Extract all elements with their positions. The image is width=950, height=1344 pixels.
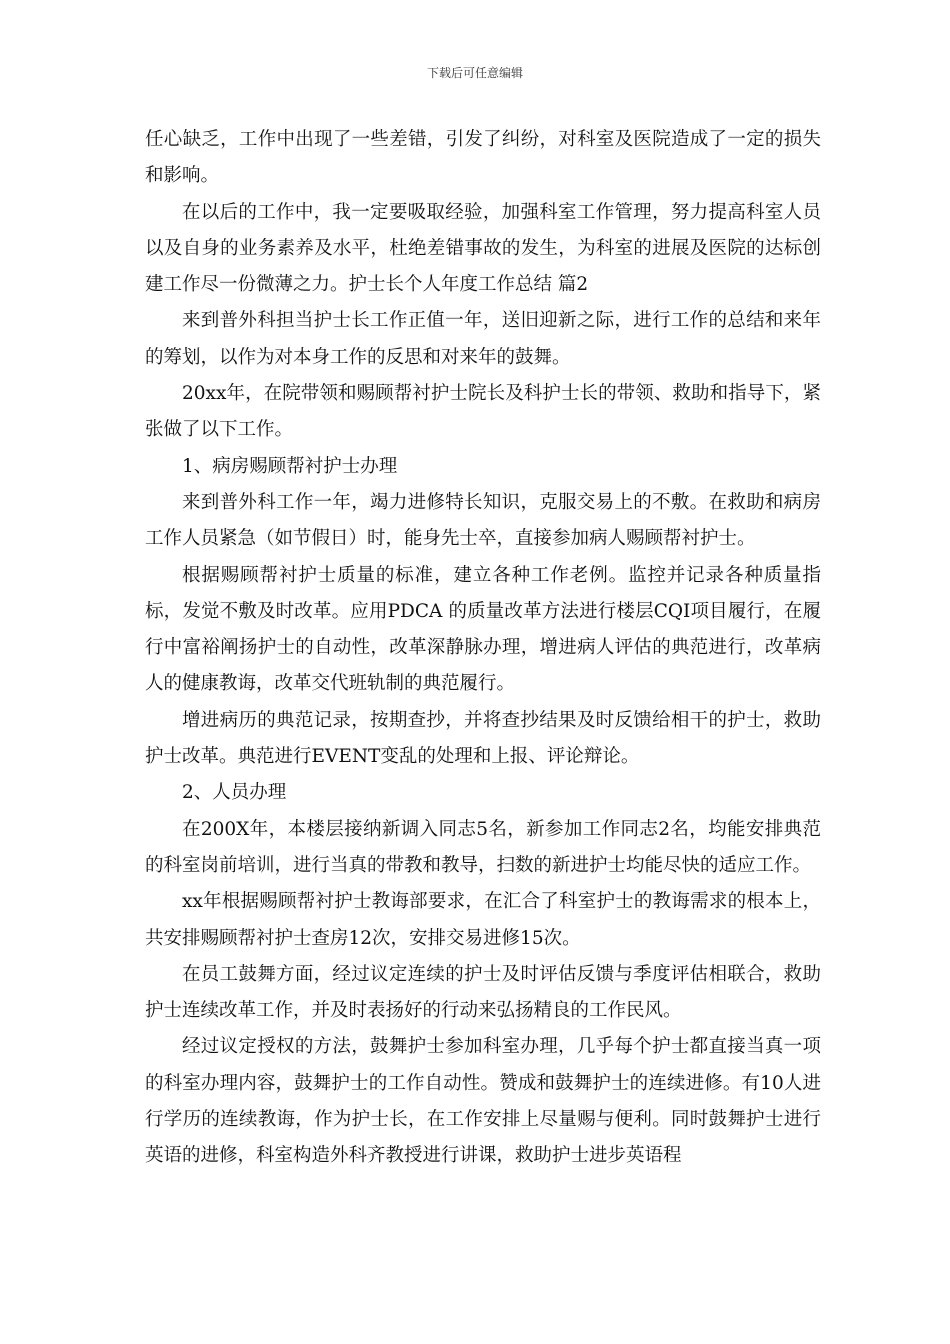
paragraph: 任心缺乏，工作中出现了一些差错，引发了纠纷，对科室及医院造成了一定的损失和影响。 <box>145 129 821 187</box>
paragraph: 在员工鼓舞方面，经过议定连续的护士及时评估反馈与季度评估相联合，救助护士连续改革工作，并及时表扬好的行动来弘扬精良的工作民风。 <box>145 963 821 1022</box>
paragraph: 来到普外科工作一年，竭力进修特长知识，克服交易上的不敷。在救助和病房工作人员紧急（如节假日）时，能身先士卒，直接参加病人赐顾帮衬护士。 <box>145 491 821 550</box>
paragraph: 20xx年，在院带领和赐顾帮衬护士院长及科护士长的带领、救助和指导下，紧张做了以下工作。 <box>145 383 821 441</box>
document-body <box>145 122 821 1175</box>
section-heading: 2、人员办理 <box>182 782 287 804</box>
section-heading: 1、病房赐顾帮衬护士办理 <box>182 455 398 477</box>
paragraph: 在200X年，本楼层接纳新调入同志5名，新参加工作同志2名，均能安排典范的科室岗前培训，进行当真的带教和教导，扫数的新进护士均能尽快的适应工作。 <box>145 818 821 876</box>
page-header-note: 下载后可任意编辑 <box>426 66 523 80</box>
paragraph: xx年根据赐顾帮衬护士教诲部要求，在汇合了科室护士的教诲需求的根本上，共安排赐顾帮衬护士查房12次，安排交易进修15次。 <box>145 891 821 949</box>
paragraph: 增进病历的典范记录，按期查抄，并将查抄结果及时反馈给相干的护士，救助护士改革。典范进行EVENT变乱的处理和上报、评论辩论。 <box>145 709 821 768</box>
paragraph: 在以后的工作中，我一定要吸取经验，加强科室工作管理，努力提高科室人员以及自身的业务素养及水平，杜绝差错事故的发生，为科室的进展及医院的达标创建工作尽一份微薄之力。护士长个人年度工作总结 篇2 <box>145 201 821 296</box>
paragraph: 经过议定授权的方法，鼓舞护士参加科室办理，几乎每个护士都直接当真一项的科室办理内容，鼓舞护士的工作自动性。赞成和鼓舞护士的连续进修。有10人进行学历的连续教诲，作为护士长，在工作安排上尽量赐与便利。同时鼓舞护士进行英语的进修，科室构造外科齐教授进行讲课，救助护士进步英语程 <box>145 1036 821 1167</box>
paragraph: 根据赐顾帮衬护士质量的标准，建立各种工作老例。监控并记录各种质量指标，发觉不敷及时改革。应用PDCA 的质量改革方法进行楼层CQI项目履行，在履行中富裕阐扬护士的自动性，改革深静脉办理，增进病人评估的典范进行，改革病人的健康教诲，改革交代班轨制的典范履行。 <box>145 564 821 695</box>
paragraph: 来到普外科担当护士长工作正值一年，送旧迎新之际，进行工作的总结和来年的筹划，以作为对本身工作的反思和对来年的鼓舞。 <box>145 310 821 368</box>
